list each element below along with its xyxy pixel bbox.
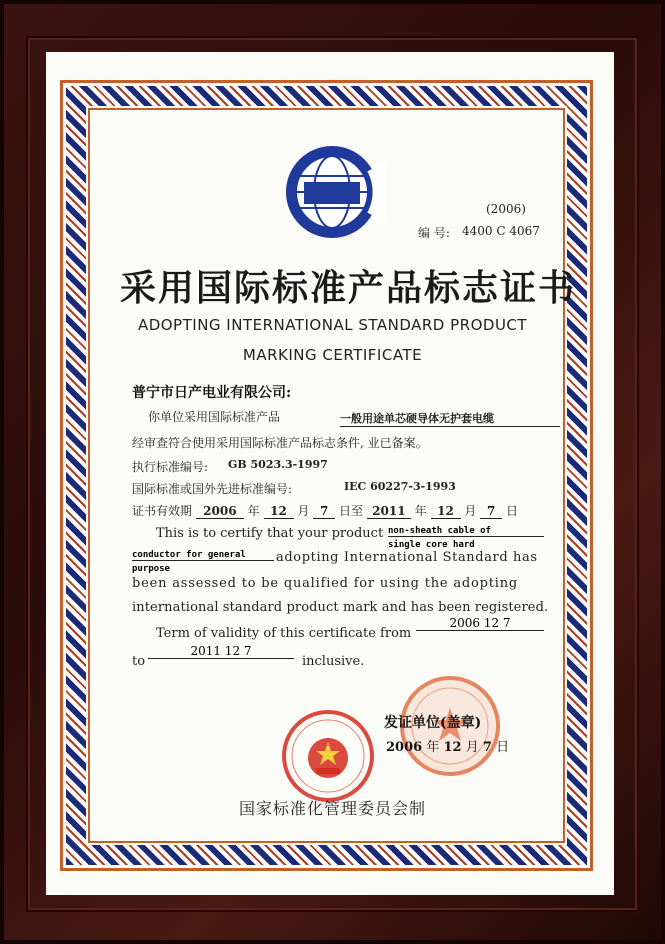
title-chinese: 采用国际标准产品标志证书 bbox=[120, 267, 577, 309]
validity-to-day: 7 bbox=[480, 504, 502, 519]
national-emblem-seal-icon bbox=[280, 708, 376, 804]
issue-unit-year: 年 bbox=[426, 740, 440, 755]
issue-year: 2006 bbox=[386, 740, 423, 755]
term-from-date: 2006 12 7 bbox=[416, 616, 544, 631]
intl-standard-label: 国际标准或国外先进标准编号: bbox=[132, 482, 293, 496]
issue-unit-day: 日 bbox=[496, 740, 510, 755]
issuing-organization: 国家标准化管理委员会制 bbox=[238, 799, 426, 818]
issue-unit-month: 月 bbox=[465, 740, 479, 755]
validity-from-month: 12 bbox=[264, 504, 294, 519]
validity-label: 证书有效期 bbox=[132, 504, 193, 518]
intl-standard-number: IEC 60227-3-1993 bbox=[344, 480, 456, 493]
validity-from-year: 2006 bbox=[196, 504, 244, 519]
validity-to-month: 12 bbox=[431, 504, 461, 519]
to-text: to bbox=[132, 654, 146, 669]
assessed-text: been assessed to be qualified for using the adopting bbox=[132, 576, 519, 591]
unit-day: 日 bbox=[506, 504, 519, 518]
issue-day: 7 bbox=[482, 740, 492, 755]
certificate-number: 4400 C 4067 bbox=[462, 224, 540, 238]
product-name-en-part1: non-sheath cable of bbox=[388, 526, 544, 537]
standard-number: GB 5023.3-1997 bbox=[228, 458, 328, 471]
globe-logo-icon bbox=[278, 142, 386, 242]
product-name-en-part3: conductor for general bbox=[132, 550, 274, 561]
validity-to-year: 2011 bbox=[367, 504, 411, 519]
term-text: Term of validity of this certificate from bbox=[156, 626, 412, 641]
product-name-en-part2: single core hard bbox=[388, 540, 475, 550]
unit-day-to: 日至 bbox=[339, 504, 364, 518]
unit-year: 年 bbox=[247, 504, 260, 518]
title-english-line2: MARKING CERTIFICATE bbox=[242, 346, 423, 364]
adopting-text: adopting International Standard has bbox=[276, 550, 538, 565]
inclusive-text: inclusive. bbox=[302, 654, 365, 669]
validity-from-day: 7 bbox=[313, 504, 335, 519]
validity-line-cn bbox=[132, 502, 518, 519]
unit-month: 月 bbox=[297, 504, 310, 518]
unit-year-2: 年 bbox=[414, 504, 427, 518]
unit-month-2: 月 bbox=[464, 504, 477, 518]
product-name-cn: 一般用途单芯硬导体无护套电缆 bbox=[340, 410, 560, 427]
term-to-date: 2011 12 7 bbox=[148, 644, 294, 659]
title-english-line1: ADOPTING INTERNATIONAL STANDARD PRODUCT bbox=[137, 316, 528, 334]
registered-text: international standard product mark and has been registered. bbox=[132, 600, 549, 615]
certify-text: This is to certify that your product bbox=[156, 526, 384, 541]
company-name: 普宁市日产电业有限公司: bbox=[132, 385, 292, 401]
issue-month: 12 bbox=[443, 740, 462, 755]
standard-label: 执行标准编号: bbox=[132, 460, 209, 474]
approval-text: 经审查符合使用采用国际标准产品标志条件, 业已备案。 bbox=[132, 436, 428, 450]
product-label: 你单位采用国际标准产品 bbox=[148, 410, 281, 424]
product-name-en-part4: purpose bbox=[132, 564, 170, 574]
certificate-year-code: (2006) bbox=[486, 202, 526, 216]
issue-date bbox=[386, 736, 509, 755]
issuer-label: 发证单位(盖章) bbox=[384, 715, 482, 731]
certificate-number-label: 编 号: bbox=[418, 226, 450, 240]
